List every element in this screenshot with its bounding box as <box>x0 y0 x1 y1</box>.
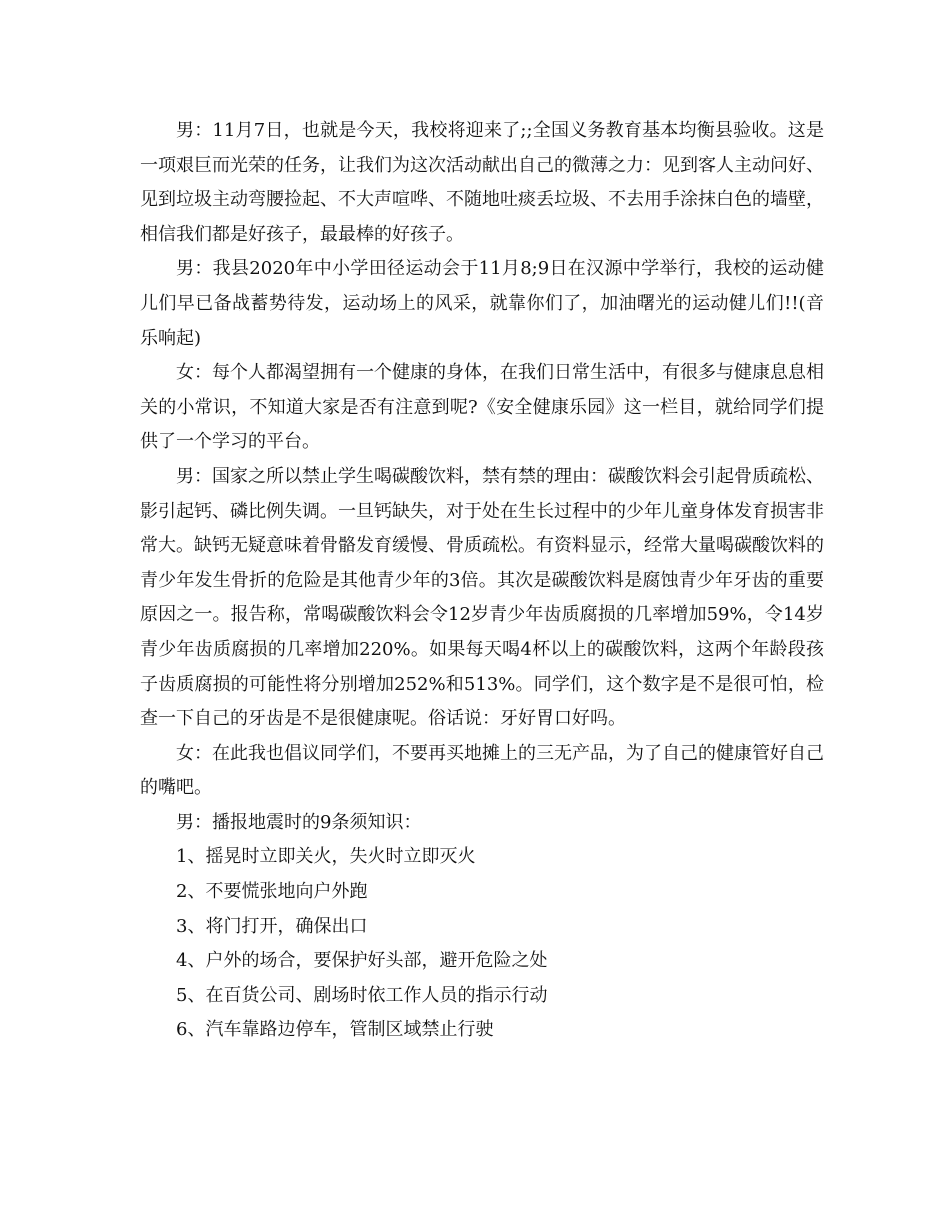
paragraph-school-inspection: 男：11月7日，也就是今天，我校将迎来了;;全国义务教育基本均衡县验收。这是一项艰巨而光荣的任务，让我们为这次活动献出自己的微薄之力：见到客人主动问好、见到垃圾主动弯腰捡起、不大声喧哗、不随地吐痰丢垃圾、不去用手涂抹白色的墙壁，相信我们都是好孩子，最最棒的好孩子。 <box>140 120 824 245</box>
list-item: 3、将门打开，确保出口 <box>176 915 368 937</box>
list-item: 5、在百货公司、剧场时依工作人员的指示行动 <box>176 984 548 1006</box>
paragraph-sports-meet: 男：我县2020年中小学田径运动会于11月8;9日在汉源中学举行，我校的运动健儿们早已备战蓄势待发，运动场上的风采，就靠你们了，加油曙光的运动健儿们!!(音乐响起) <box>140 258 824 349</box>
paragraph-three-no-products: 女：在此我也倡议同学们，不要再买地摊上的三无产品，为了自己的健康管好自己的嘴吧。 <box>140 742 824 799</box>
list-item: 4、户外的场合，要保护好头部，避开危险之处 <box>176 950 548 972</box>
earthquake-tips-list <box>140 840 824 1048</box>
list-item: 6、汽车靠路边停车，管制区域禁止行驶 <box>176 1019 494 1041</box>
paragraph-health-intro: 女：每个人都渴望拥有一个健康的身体，在我们日常生活中，有很多与健康息息相关的小常识，不知道大家是否有注意到呢?《安全健康乐园》这一栏目，就给同学们提供了一个学习的平台。 <box>140 362 824 453</box>
paragraph-earthquake-heading: 男：播报地震时的9条须知识： <box>176 811 422 833</box>
list-item: 2、不要慌张地向户外跑 <box>176 881 368 903</box>
document-page <box>140 114 824 1048</box>
paragraph-carbonated-drinks: 男：国家之所以禁止学生喝碳酸饮料，禁有禁的理由：碳酸饮料会引起骨质疏松、影引起钙、磷比例失调。一旦钙缺失，对于处在生长过程中的少年儿童身体发育损害非常大。缺钙无疑意味着骨骼发育缓慢、骨质疏松。有资料显示，经常大量喝碳酸饮料的青少年发生骨折的危险是其他青少年的3倍。其次是碳酸饮料是腐蚀青少年牙齿的重要原因之一。报告称，常喝碳酸饮料会令12岁青少年齿质腐损的几率增加59%，令14岁青少年齿质腐损的几率增加220%。如果每天喝4杯以上的碳酸饮料，这两个年龄段孩子齿质腐损的可能性将分别增加252%和513%。同学们，这个数字是不是很可怕，检查一下自己的牙齿是不是很健康呢。俗话说：牙好胃口好吗。 <box>140 465 824 730</box>
list-item: 1、摇晃时立即关火，失火时立即灭火 <box>176 846 476 868</box>
